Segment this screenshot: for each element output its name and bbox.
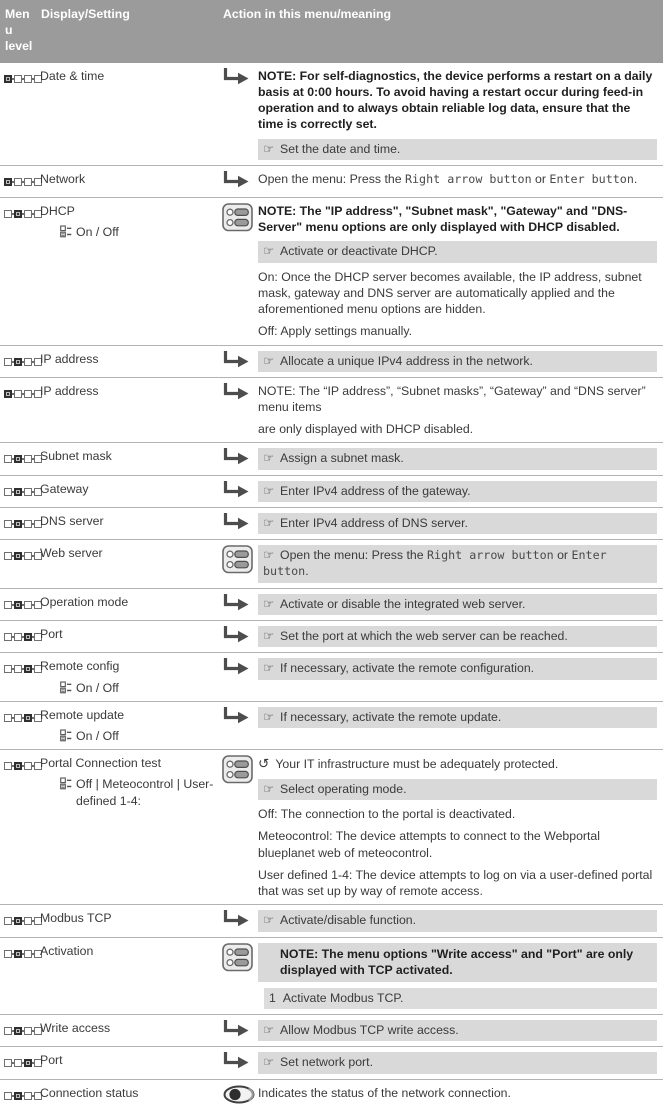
options-list-icon — [60, 225, 72, 238]
action-instruction — [258, 351, 657, 372]
action-text: Enter IPv4 address of DNS server. — [280, 515, 468, 530]
menu-item-cell — [40, 1051, 222, 1073]
menu-item-label: Connection status — [40, 1085, 139, 1100]
menu-item-cell — [40, 447, 222, 469]
menu-item-label: IP address — [40, 383, 99, 398]
menu-level-icon — [4, 917, 42, 925]
elbow-arrow-icon — [222, 1020, 250, 1037]
action-cell — [258, 512, 657, 534]
action-instruction — [258, 779, 657, 800]
menu-level-icon — [4, 390, 42, 398]
menu-item-label: Modbus TCP — [40, 911, 112, 926]
action-text: Set the port at which the web server can be reached. — [280, 629, 568, 644]
action-instruction — [258, 658, 657, 679]
menu-item-label: DHCP — [40, 203, 75, 218]
hand-icon: ☞ — [263, 483, 275, 498]
description-text: Meteocontrol: The device attempts to connect to the Webportal blueplanet web of meteocontrol. — [258, 828, 657, 860]
action-cell — [258, 67, 657, 160]
menu-level-cell — [4, 480, 40, 502]
action-cell — [258, 625, 657, 647]
header-display-setting: Display/Setting — [41, 7, 130, 21]
eye-status-icon — [222, 1085, 258, 1104]
menu-level-cell — [4, 593, 40, 615]
menu-level-cell — [4, 657, 40, 695]
menu-item-cell — [40, 1084, 222, 1108]
description-text: Off: Apply settings manually. — [258, 323, 657, 339]
action-text: Activate/disable function. — [280, 913, 417, 928]
header-menu-level: Menu level — [5, 7, 33, 54]
action-text: If necessary, activate the remote update. — [280, 709, 502, 724]
action-instruction — [258, 545, 657, 583]
action-icon-cell — [222, 67, 258, 160]
menu-item-cell — [40, 544, 222, 583]
menu-level-icon — [4, 488, 42, 496]
table-header — [0, 0, 663, 63]
action-instruction — [258, 707, 657, 728]
hand-icon: ☞ — [263, 661, 275, 676]
setting-options — [40, 224, 214, 240]
menu-level-cell — [4, 1084, 40, 1108]
table-row — [0, 652, 663, 700]
menu-item-label: Write access — [40, 1021, 111, 1036]
table-row — [0, 345, 663, 377]
step-number: 1 — [269, 991, 276, 1005]
action-icon-cell — [222, 1051, 258, 1073]
menu-level-icon — [4, 358, 42, 366]
hand-icon: ☞ — [263, 515, 275, 530]
elbow-arrow-icon — [222, 383, 250, 400]
menu-level-cell — [4, 447, 40, 469]
hint-text: Your IT infrastructure must be adequately protected. — [275, 757, 559, 772]
action-icon-cell — [222, 1019, 258, 1041]
menu-level-cell — [4, 202, 40, 340]
table-row — [0, 165, 663, 197]
menu-level-cell — [4, 170, 40, 192]
action-text: Set the date and time. — [280, 141, 401, 156]
menu-item-cell — [40, 657, 222, 695]
action-icon-cell — [222, 382, 258, 438]
action-instruction — [258, 241, 657, 262]
action-icon-cell — [222, 447, 258, 469]
description-text: User defined 1-4: The device attempts to log on via a user-defined portal that was set up by way of remote access. — [258, 867, 657, 899]
action-text: If necessary, activate the remote configuration. — [280, 661, 535, 676]
menu-item-cell — [40, 202, 222, 340]
note-text: NOTE: For self-diagnostics, the device performs a restart on a daily basis at 0:00 hours. To avoid having a restart occur during feed-in operation and to always obtain reliable log data, ensure that the time is correctly set. — [258, 68, 657, 133]
menu-level-icon — [4, 601, 42, 609]
menu-level-cell — [4, 382, 40, 438]
action-text: Select operating mode. — [280, 782, 407, 797]
menu-item-label: Network — [40, 171, 86, 186]
menu-level-icon — [4, 210, 42, 218]
menu-level-icon — [4, 714, 42, 722]
table-row — [0, 63, 663, 165]
table-row — [0, 937, 663, 1015]
step-instruction — [264, 988, 657, 1009]
options-list-icon — [60, 777, 72, 790]
table-row — [0, 507, 663, 539]
menu-item-label: Gateway — [40, 481, 89, 496]
setting-options-text: Off | Meteocontrol | User-defined 1-4: — [76, 777, 214, 808]
hand-icon: ☞ — [263, 913, 275, 928]
table-row — [0, 377, 663, 443]
action-cell — [258, 657, 657, 695]
table-row — [0, 1014, 663, 1046]
action-icon-cell — [222, 706, 258, 744]
hand-icon: ☞ — [263, 782, 275, 797]
menu-level-cell — [4, 1051, 40, 1073]
menu-level-icon — [4, 178, 42, 186]
menu-level-cell — [4, 909, 40, 931]
menu-item-cell — [40, 480, 222, 502]
hand-icon: ☞ — [263, 1055, 275, 1070]
menu-item-cell — [40, 625, 222, 647]
menu-level-cell — [4, 512, 40, 534]
action-icon-cell — [222, 202, 258, 340]
menu-level-cell — [4, 754, 40, 899]
action-cell — [258, 754, 657, 899]
table-row — [0, 904, 663, 936]
action-cell — [258, 593, 657, 615]
note-text: NOTE: The "IP address", "Subnet mask", "Gateway" and "DNS-Server" menu options are only displayed with DHCP disabled. — [258, 203, 657, 235]
menu-item-cell — [40, 350, 222, 372]
action-icon-cell — [222, 1084, 258, 1108]
action-icon-cell — [222, 657, 258, 695]
table-row — [0, 588, 663, 620]
action-icon-cell — [222, 544, 258, 583]
display-menu-icon — [222, 203, 254, 232]
action-cell — [258, 909, 657, 931]
menu-item-label: Port — [40, 627, 63, 642]
menu-item-label: Activation — [40, 943, 94, 958]
mono-key-label: Enter button — [549, 171, 634, 186]
setting-options — [40, 728, 214, 744]
action-icon-cell — [222, 593, 258, 615]
menu-level-cell — [4, 1019, 40, 1041]
menu-level-cell — [4, 942, 40, 1010]
setting-options-text: On / Off — [76, 729, 119, 743]
action-icon-cell — [222, 512, 258, 534]
settings-table — [0, 63, 663, 1113]
hand-icon: ☞ — [263, 629, 275, 644]
action-cell — [258, 942, 657, 1010]
action-instruction — [258, 1020, 657, 1041]
table-row — [0, 1046, 663, 1078]
action-instruction — [258, 626, 657, 647]
action-cell — [258, 170, 657, 192]
table-row — [0, 620, 663, 652]
action-instruction — [258, 513, 657, 534]
action-icon-cell — [222, 754, 258, 899]
description-text: Indicates the status of the network connection. — [258, 1085, 657, 1101]
hand-icon: ☞ — [263, 244, 275, 259]
elbow-arrow-icon — [222, 448, 250, 465]
options-list-icon — [60, 729, 72, 742]
menu-item-label: Subnet mask — [40, 449, 112, 464]
description-text: On: Once the DHCP server becomes available, the IP address, subnet mask, gateway and DNS server are automatically applied and the aforementioned menu options are hidden. — [258, 269, 657, 318]
menu-level-cell — [4, 625, 40, 647]
note-highlight: NOTE: The menu options "Write access" and "Port" are only displayed with TCP activated. — [258, 943, 657, 982]
mono-key-label: Enter button — [263, 548, 607, 579]
menu-item-cell — [40, 593, 222, 615]
action-cell — [258, 480, 657, 502]
hand-icon: ☞ — [263, 1023, 275, 1038]
menu-level-icon — [4, 950, 42, 958]
hand-icon: ☞ — [263, 596, 275, 611]
mono-key-label: Right arrow button — [427, 548, 554, 563]
menu-level-icon — [4, 633, 42, 641]
action-icon-cell — [222, 170, 258, 192]
menu-item-cell — [40, 512, 222, 534]
hand-icon: ☞ — [263, 141, 275, 156]
menu-item-label: Port — [40, 1053, 63, 1068]
elbow-arrow-icon — [222, 594, 250, 611]
action-text: Activate or disable the integrated web server. — [280, 596, 526, 611]
setting-options-text: On / Off — [76, 225, 119, 240]
menu-level-icon — [4, 75, 42, 83]
action-icon-cell — [222, 625, 258, 647]
hand-icon: ☞ — [263, 451, 275, 466]
options-list-icon — [60, 681, 72, 694]
menu-level-cell — [4, 350, 40, 372]
mono-key-label: Right arrow button — [404, 171, 532, 186]
menu-item-label: Operation mode — [40, 594, 129, 609]
setting-options-text: On / Off — [76, 680, 119, 695]
header-action: Action in this menu/meaning — [223, 7, 392, 21]
table-row — [0, 749, 663, 904]
menu-level-cell — [4, 706, 40, 744]
menu-item-label: DNS server — [40, 513, 104, 528]
elbow-arrow-icon — [222, 351, 250, 368]
menu-level-icon — [4, 762, 42, 770]
description-text: NOTE: The “IP address”, “Subnet masks”, “Gateway” and “DNS server” menu items — [258, 383, 657, 415]
action-text: Open the menu: Press the Right arrow button or Enter button. — [263, 548, 607, 579]
display-menu-icon — [222, 943, 254, 972]
action-icon-cell — [222, 350, 258, 372]
action-cell — [258, 202, 657, 340]
action-instruction — [258, 448, 657, 469]
action-text: Activate or deactivate DHCP. — [280, 244, 438, 259]
setting-options — [40, 776, 214, 808]
step-text: Activate Modbus TCP. — [282, 991, 404, 1005]
table-row — [0, 475, 663, 507]
action-instruction — [258, 594, 657, 615]
elbow-arrow-icon — [222, 68, 250, 85]
action-instruction — [258, 910, 657, 931]
action-cell — [258, 382, 657, 438]
hand-icon: ☞ — [263, 709, 275, 724]
action-cell — [258, 1051, 657, 1073]
action-instruction — [258, 481, 657, 502]
menu-item-cell — [40, 909, 222, 931]
menu-item-cell — [40, 67, 222, 160]
action-icon-cell — [222, 942, 258, 1010]
menu-item-cell — [40, 1019, 222, 1041]
action-cell — [258, 350, 657, 372]
menu-item-label: Portal Connection test — [40, 756, 161, 771]
action-instruction — [258, 139, 657, 160]
menu-level-icon — [4, 1092, 42, 1100]
action-cell — [258, 447, 657, 469]
menu-level-cell — [4, 544, 40, 583]
action-icon-cell — [222, 480, 258, 502]
menu-item-label: Remote update — [40, 707, 125, 722]
action-text: Allocate a unique IPv4 address in the network. — [280, 353, 533, 368]
action-text: Assign a subnet mask. — [280, 451, 404, 466]
description-text: Open the menu: Press the Right arrow button or Enter button. — [258, 171, 657, 187]
repeat-icon: ↺ — [258, 756, 270, 772]
menu-level-icon — [4, 455, 42, 463]
action-text: Enter IPv4 address of the gateway. — [280, 483, 471, 498]
menu-item-label: Date & time — [40, 68, 105, 83]
hand-icon: ☞ — [263, 353, 275, 368]
menu-item-cell — [40, 382, 222, 438]
menu-item-cell — [40, 170, 222, 192]
hand-icon: ☞ — [263, 548, 275, 563]
elbow-arrow-icon — [222, 626, 250, 643]
elbow-arrow-icon — [222, 481, 250, 498]
action-icon-cell — [222, 909, 258, 931]
action-text: Set network port. — [280, 1055, 373, 1070]
menu-level-icon — [4, 1027, 42, 1035]
elbow-arrow-icon — [222, 707, 250, 724]
action-cell — [258, 706, 657, 744]
elbow-arrow-icon — [222, 513, 250, 530]
menu-item-cell — [40, 754, 222, 899]
elbow-arrow-icon — [222, 658, 250, 675]
action-cell — [258, 1084, 657, 1108]
protection-note — [258, 755, 657, 773]
menu-level-icon — [4, 665, 42, 673]
action-text: Allow Modbus TCP write access. — [280, 1023, 459, 1038]
menu-item-cell — [40, 942, 222, 1010]
table-row — [0, 701, 663, 749]
menu-item-label: IP address — [40, 351, 99, 366]
description-text: are only displayed with DHCP disabled. — [258, 421, 657, 437]
setting-options — [40, 680, 214, 696]
menu-item-label: Remote config — [40, 659, 120, 674]
elbow-arrow-icon — [222, 1052, 250, 1069]
menu-item-cell — [40, 706, 222, 744]
table-row — [0, 442, 663, 474]
menu-level-cell — [4, 67, 40, 160]
elbow-arrow-icon — [222, 171, 250, 188]
description-text: Off: The connection to the portal is deactivated. — [258, 806, 657, 822]
menu-item-label: Web server — [40, 546, 103, 561]
action-instruction — [258, 1052, 657, 1073]
action-cell — [258, 544, 657, 583]
table-row — [0, 539, 663, 588]
table-row — [0, 197, 663, 345]
menu-level-icon — [4, 552, 42, 560]
elbow-arrow-icon — [222, 910, 250, 927]
table-row — [0, 1079, 663, 1113]
menu-level-icon — [4, 1059, 42, 1067]
display-menu-icon — [222, 755, 254, 784]
menu-level-icon — [4, 520, 42, 528]
action-cell — [258, 1019, 657, 1041]
display-menu-icon — [222, 545, 254, 574]
